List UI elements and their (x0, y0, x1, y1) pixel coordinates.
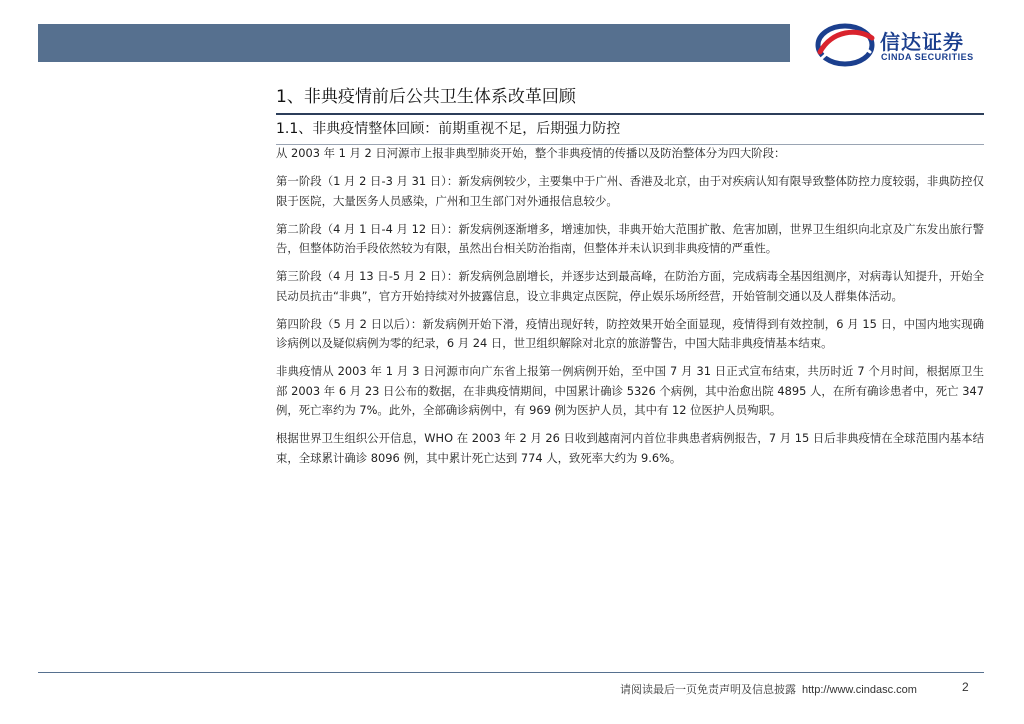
paragraph-stage-2: 第二阶段（4 月 1 日-4 月 12 日）：新发病例逐渐增多，增速加快，非典开始大范围扩散、危害加剧，世界卫生组织向北京及广东发出旅行警告，但整体防治手段依然较为有限，虽然出台相关防治指南，但整体并未认识到非典疫情的严重性。 (276, 221, 984, 255)
paragraph-stage-3: 第三阶段（4 月 13 日-5 月 2 日）：新发病例急剧增长，并逐步达到最高峰，在防治方面，完成病毒全基因组测序，对病毒认知提升，开始全民动员抗击“非典”，官方开始持续对外披露信息，设立非典定点医院，停止娱乐场所经营，开始管制交通以及人群集体活动。 (276, 269, 984, 303)
paragraph-intro: 从 2003 年 1 月 2 日河源市上报非典型肺炎开始，整个非典疫情的传播以及防治整体分为四大阶段： (276, 146, 786, 160)
paragraph-stage-4: 第四阶段（5 月 2 日以后）：新发病例开始下滑，疫情出现好转，防控效果开始全面显现，疫情得到有效控制，6 月 15 日，中国内地实现确诊病例以及疑似病例为零的纪录，6 月 24 日，世卫组织解除对北京的旅游警告，中国大陆非典疫情基本结束。 (276, 316, 984, 350)
header-bar (38, 24, 790, 62)
cinda-logo (814, 20, 994, 70)
logo-chinese-name: 信达证券 (880, 30, 964, 54)
footer-url-link[interactable]: http://www.cindasc.com (802, 684, 917, 696)
logo-english-name: CINDA SECURITIES (881, 52, 974, 62)
footer-divider (38, 672, 984, 673)
paragraph-who-summary: 根据世界卫生组织公开信息，WHO 在 2003 年 2 月 26 日收到越南河内首位非典患者病例报告，7 月 15 日后非典疫情在全球范围内基本结束，全球累计确诊 8096 例，其中累计死亡达到 774 人，致死率大约为 9.6%。 (276, 431, 984, 465)
paragraph-china-summary: 非典疫情从 2003 年 1 月 3 日河源市向广东省上报第一例病例开始，至中国 7 月 31 日正式宣布结束，共历时近 7 个月时间，根据原卫生部 2003 年 6 月 23 日公布的数据，在非典疫情期间，中国累计确诊 5326 个病例，其中治愈出院 4895 人，在所有确诊患者中，死亡 347 例，死亡率约为 7%。此外，全部确诊病例中，有 969 例为医护人员，其中有 12 位医护人员殉职。 (276, 364, 984, 417)
sub-section-title: 1.1、非典疫情整体回顾：前期重视不足，后期强力防控 (276, 118, 984, 145)
paragraph-stage-1: 第一阶段（1 月 2 日-3 月 31 日）：新发病例较少，主要集中于广州、香港及北京，由于对疾病认知有限导致整体防控力度较弱，非典防控仅限于医院，大量医务人员感染，广州和卫生部门对外通报信息较少。 (276, 174, 984, 208)
footer (620, 681, 917, 697)
body-text (276, 144, 984, 477)
footer-disclaimer: 请阅读最后一页免责声明及信息披露 (620, 683, 796, 696)
cinda-swoosh-logo-icon (814, 22, 876, 68)
section-title: 1、非典疫情前后公共卫生体系改革回顾 (276, 82, 984, 115)
page-number: 2 (962, 680, 969, 694)
